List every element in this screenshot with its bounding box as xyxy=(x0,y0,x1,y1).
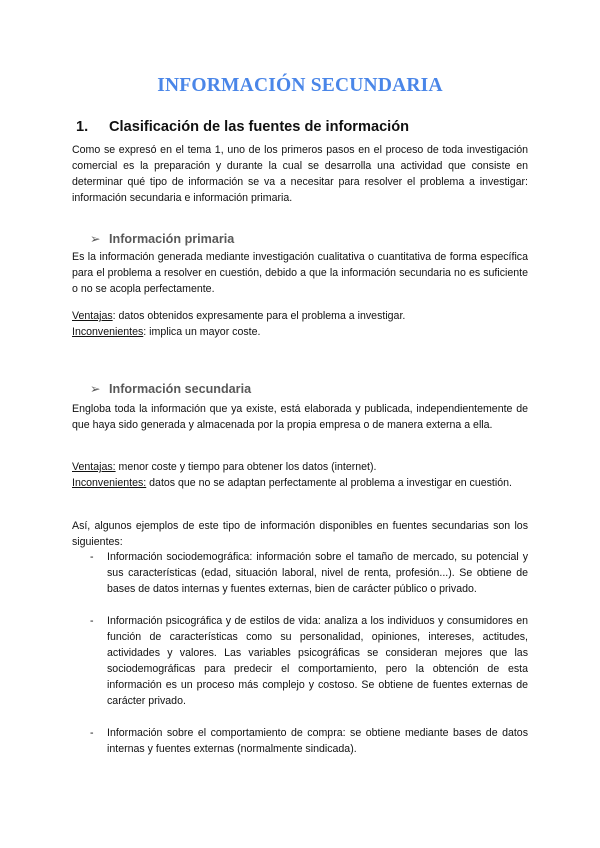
inconvenientes-label: Inconvenientes xyxy=(72,326,144,338)
inconvenientes-text: : implica un mayor coste. xyxy=(143,326,261,338)
secundaria-inconvenientes xyxy=(72,475,528,491)
section-heading xyxy=(76,119,409,135)
subheading-secundaria xyxy=(90,381,251,396)
ejemplos-list xyxy=(72,549,528,757)
ventajas-label: Ventajas xyxy=(72,310,113,322)
section-number: 1. xyxy=(76,119,89,135)
list-item-text: Información psicográfica y de estilos de vida: analiza a los individuos y consumidores en función de características como su personalidad, opiniones, intereses, actitudes, actividades y valores. Las variables psicográficas se consideran mejores que las sociodemográficas para predecir el comportamiento, pero la obtención de esta información es un proceso más complejo y costoso. Se obtiene de fuentes externas de carácter privado. xyxy=(107,615,528,707)
primaria-inconvenientes xyxy=(72,324,528,340)
list-item xyxy=(72,725,528,757)
document-title: INFORMACIÓN SECUNDARIA xyxy=(157,75,443,96)
list-dash: - xyxy=(90,727,94,739)
list-dash: - xyxy=(90,551,94,563)
ventajas-text: menor coste y tiempo para obtener los datos (internet). xyxy=(115,461,377,473)
subheading-secundaria-text: Información secundaria xyxy=(109,382,252,396)
primaria-ventajas xyxy=(72,308,528,324)
list-item-text: Información sociodemográfica: información sobre el tamaño de mercado, su potencial y sus características (edad, situación laboral, nivel de renta, profesión...). Se obtiene de bases de datos internas y fuentes externas, bien de carácter público o privado. xyxy=(107,551,528,595)
inconvenientes-text: datos que no se adaptan perfectamente al problema a investigar en cuestión. xyxy=(146,477,512,489)
list-item xyxy=(72,549,528,597)
list-item xyxy=(72,613,528,709)
primaria-pros-cons xyxy=(72,308,528,340)
list-item-text: Información sobre el comportamiento de compra: se obtiene mediante bases de datos internas y fuentes externas (normalmente sindicada). xyxy=(107,727,528,755)
secundaria-pros-cons xyxy=(72,459,528,491)
arrow-icon: ➢ xyxy=(90,232,101,246)
inconvenientes-label: Inconvenientes: xyxy=(72,477,147,489)
secundaria-ventajas xyxy=(72,459,528,475)
ventajas-text: : datos obtenidos expresamente para el problema a investigar. xyxy=(112,310,406,322)
ejemplos-intro: Así, algunos ejemplos de este tipo de información disponibles en fuentes secundarias son los siguientes: xyxy=(72,520,528,548)
intro-paragraph: Como se expresó en el tema 1, uno de los primeros pasos en el proceso de toda investigación comercial es la preparación y durante la cual se desarrolla una actividad que consiste en determinar qué tipo de información se va a necesitar para resolver el problema a investigar: información secundaria e información primaria. xyxy=(72,144,528,204)
secundaria-paragraph: Engloba toda la información que ya existe, está elaborada y publicada, independientemente de que haya sido generada y almacenada por la propia empresa o de manera externa a ella. xyxy=(72,403,528,431)
list-dash: - xyxy=(90,615,94,627)
primaria-paragraph: Es la información generada mediante investigación cualitativa o cuantitativa de forma específica para el problema a resolver en cuestión, debido a que la información secundaria no es suficiente o no se acopla perfectamente. xyxy=(72,251,528,295)
section-heading-text: Clasificación de las fuentes de información xyxy=(109,119,410,135)
ventajas-label: Ventajas: xyxy=(72,461,116,473)
arrow-icon: ➢ xyxy=(90,382,101,396)
subheading-primaria-text: Información primaria xyxy=(109,232,235,246)
subheading-primaria xyxy=(90,231,234,246)
